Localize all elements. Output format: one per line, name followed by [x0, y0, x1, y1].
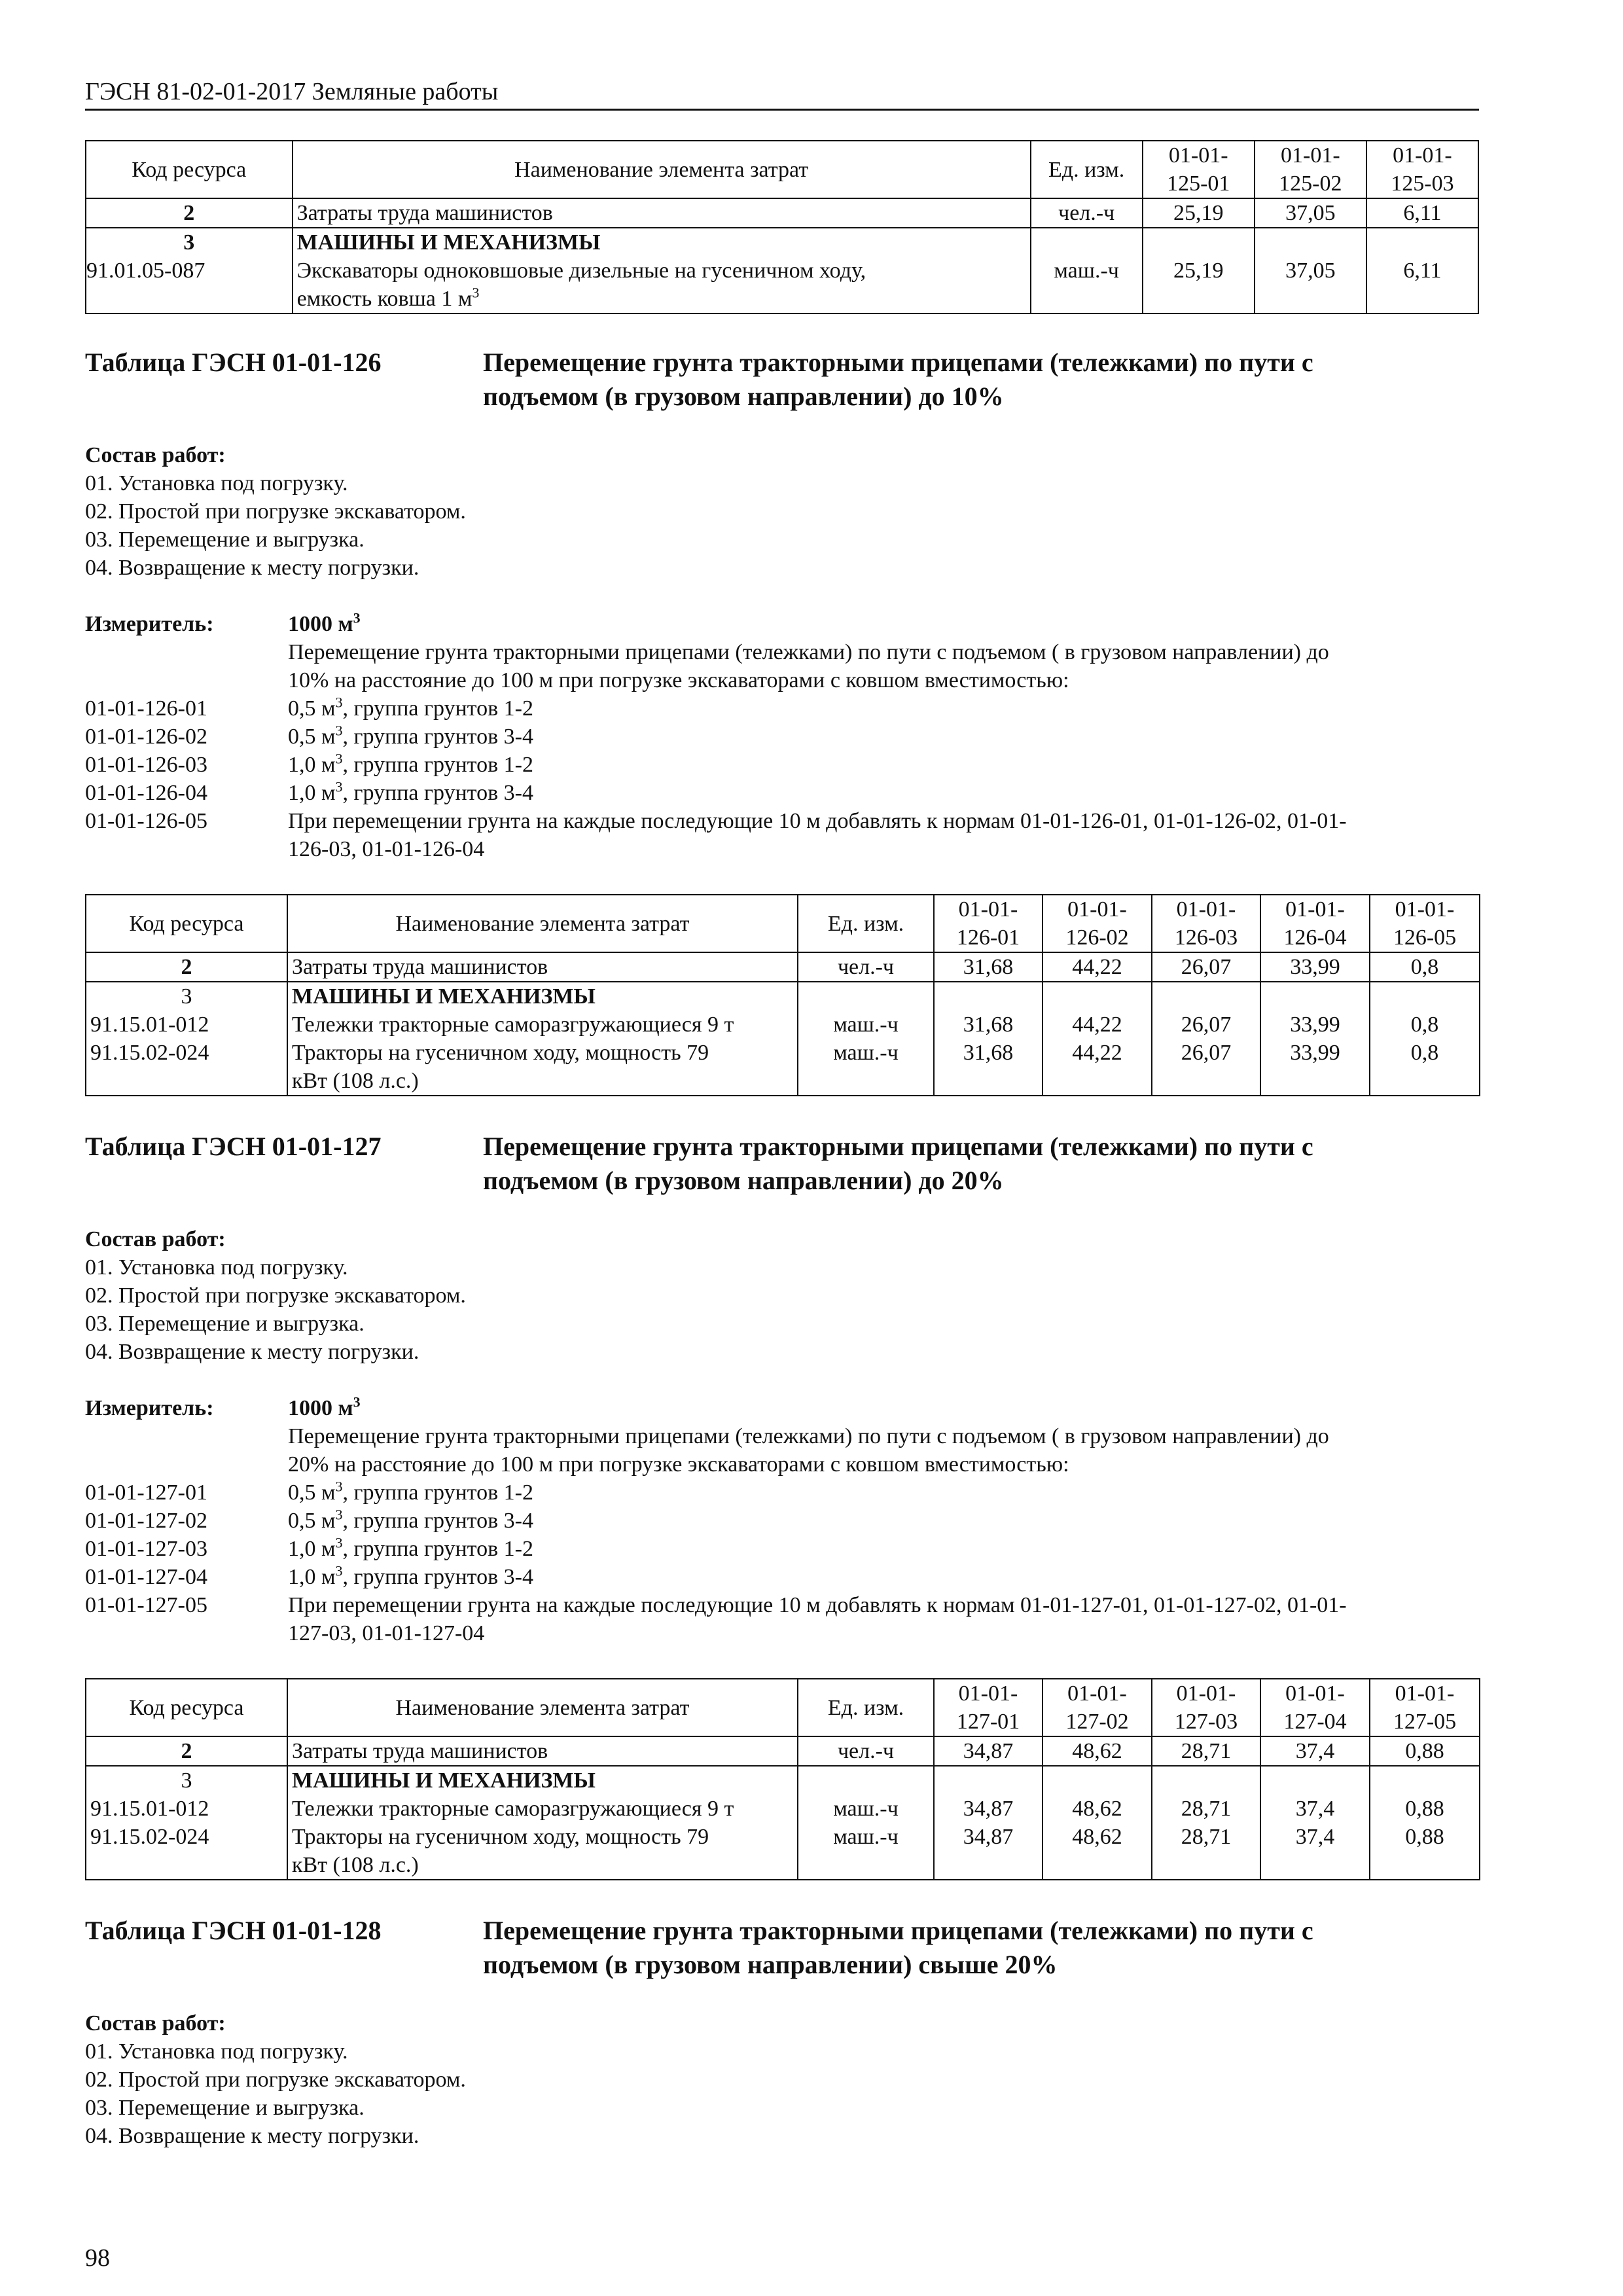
resource-value: 37,4 37,4 — [1260, 1766, 1370, 1880]
resource-code: 3 91.15.01-012 91.15.02-024 — [86, 982, 287, 1096]
table-127 — [85, 1678, 1480, 1880]
measure-description: Перемещение грунта тракторными прицепами (тележками) по пути с подъемом ( в грузовом направлении) до 20% на расстояние до 100 м при погрузке экскаваторами с ковшом вместимостью: — [288, 1424, 1329, 1477]
col-header-norm: 01-01- 127-04 — [1260, 1679, 1370, 1736]
measure-label: Измеритель: — [85, 1396, 214, 1420]
col-header-norm: 01-01- 125-01 — [1143, 141, 1255, 198]
resource-code: 2 — [86, 1736, 287, 1766]
works-title: Состав работ: — [85, 2011, 226, 2036]
col-header-norm: 01-01- 126-05 — [1370, 895, 1480, 952]
table-label: Таблица ГЭСН 01-01-127 — [85, 1132, 382, 1161]
resource-value: 25,19 — [1143, 228, 1255, 314]
list-item: 01-01-127-01 0,5 $м^3$, группа грунтов 1-2 — [85, 1478, 533, 1505]
list-item: 01-01-127-05 При перемещении грунта на каждые последующие 10 м добавлять к нормам 01-01-127-01, 01-01-127-02, 01-01- 127-03, 01-01-127-04 — [85, 1593, 1347, 1645]
col-header-name: Наименование элемента затрат — [293, 141, 1031, 198]
resource-value: 0,88 0,88 — [1370, 1766, 1480, 1880]
resource-value: 6,11 — [1366, 228, 1478, 314]
measure-block-127 — [85, 1394, 1486, 1647]
works-title: Состав работ: — [85, 1227, 226, 1251]
resource-unit: чел.-ч — [1031, 198, 1143, 228]
resource-name: МАШИНЫ И МЕХАНИЗМЫ Экскаваторы одноковшовые дизельные на гусеничном ходу, емкость ковша 1 $м^3$ — [293, 228, 1031, 314]
col-header-code: Код ресурса — [86, 1679, 287, 1736]
measure-description: Перемещение грунта тракторными прицепами (тележками) по пути с подъемом ( в грузовом направлении) до 10% на расстояние до 100 м при погрузке экскаваторами с ковшом вместимостью: — [288, 640, 1329, 692]
works-list-126 — [85, 441, 466, 582]
resource-name: Затраты труда машинистов — [293, 198, 1031, 228]
measure-unit: 1000 $м^3$ — [288, 609, 361, 636]
table-label: Таблица ГЭСН 01-01-126 — [85, 348, 382, 377]
list-item: 01-01-126-05 При перемещении грунта на каждые последующие 10 м добавлять к нормам 01-01-126-01, 01-01-126-02, 01-01- 126-03, 01-01-126-04 — [85, 809, 1347, 861]
resource-value: 28,71 — [1152, 1736, 1260, 1766]
works-title: Состав работ: — [85, 443, 226, 467]
resource-unit: маш.-ч маш.-ч — [798, 982, 934, 1096]
table-header-row — [86, 141, 1478, 198]
col-header-norm: 01-01- 126-01 — [934, 895, 1043, 952]
resource-unit: маш.-ч маш.-ч — [798, 1766, 934, 1880]
list-item: 02. Простой при погрузке экскаватором. — [85, 2068, 466, 2092]
resource-value: 33,99 33,99 — [1260, 982, 1370, 1096]
col-header-code: Код ресурса — [86, 895, 287, 952]
table-title: Перемещение грунта тракторными прицепами (тележками) по пути с подъемом (в грузовом направлении) свыше 20% — [483, 1916, 1313, 1979]
col-header-unit: Ед. изм. — [798, 1679, 934, 1736]
list-item: 03. Перемещение и выгрузка. — [85, 2096, 365, 2120]
list-item: 01-01-127-03 1,0 $м^3$, группа грунтов 1-2 — [85, 1534, 533, 1561]
header-rule — [85, 109, 1479, 111]
works-list-127 — [85, 1225, 466, 1366]
list-item: 01-01-127-02 0,5 $м^3$, группа грунтов 3-4 — [85, 1506, 533, 1533]
resource-value: 31,68 31,68 — [934, 982, 1043, 1096]
works-list-128 — [85, 2009, 466, 2150]
list-item: 04. Возвращение к месту погрузки. — [85, 1340, 419, 1364]
table-label: Таблица ГЭСН 01-01-128 — [85, 1916, 382, 1945]
resource-name: Затраты труда машинистов — [287, 1736, 798, 1766]
resource-value: 25,19 — [1143, 198, 1255, 228]
col-header-norm: 01-01- 125-03 — [1366, 141, 1478, 198]
resource-value: 28,71 28,71 — [1152, 1766, 1260, 1880]
resource-name: МАШИНЫ И МЕХАНИЗМЫ Тележки тракторные саморазгружающиеся 9 т Тракторы на гусеничном ходу, мощность 79 кВт (108 л.с.) — [287, 1766, 798, 1880]
resource-value: 44,22 44,22 — [1043, 982, 1152, 1096]
measure-block-126 — [85, 610, 1486, 863]
col-header-norm: 01-01- 126-03 — [1152, 895, 1260, 952]
resource-name: Затраты труда машинистов — [287, 952, 798, 982]
table-title: Перемещение грунта тракторными прицепами (тележками) по пути с подъемом (в грузовом направлении) до 10% — [483, 348, 1313, 411]
resource-value: 37,05 — [1255, 228, 1366, 314]
list-item: 01. Установка под погрузку. — [85, 2039, 348, 2064]
col-header-norm: 01-01- 127-05 — [1370, 1679, 1480, 1736]
table-row — [86, 1736, 1480, 1766]
table-row — [86, 982, 1480, 1096]
col-header-unit: Ед. изм. — [798, 895, 934, 952]
resource-code: 2 — [86, 198, 293, 228]
resource-code: 3 91.01.05-087 — [86, 228, 293, 314]
col-header-code: Код ресурса — [86, 141, 293, 198]
resource-value: 48,62 — [1043, 1736, 1152, 1766]
list-item: 01-01-126-02 0,5 $м^3$, группа грунтов 3-4 — [85, 722, 533, 749]
table-row — [86, 952, 1480, 982]
table-row — [86, 228, 1478, 314]
col-header-unit: Ед. изм. — [1031, 141, 1143, 198]
list-item: 04. Возвращение к месту погрузки. — [85, 556, 419, 580]
list-item: 01-01-126-04 1,0 $м^3$, группа грунтов 3-4 — [85, 778, 533, 805]
resource-value: 33,99 — [1260, 952, 1370, 982]
resource-value: 0,88 — [1370, 1736, 1480, 1766]
resource-value: 6,11 — [1366, 198, 1478, 228]
col-header-norm: 01-01- 125-02 — [1255, 141, 1366, 198]
col-header-name: Наименование элемента затрат — [287, 895, 798, 952]
table-title: Перемещение грунта тракторными прицепами (тележками) по пути с подъемом (в грузовом направлении) до 20% — [483, 1132, 1313, 1195]
table-125 — [85, 140, 1479, 314]
table-row — [86, 1766, 1480, 1880]
col-header-norm: 01-01- 126-02 — [1043, 895, 1152, 952]
table-row — [86, 198, 1478, 228]
resource-unit: чел.-ч — [798, 952, 934, 982]
measure-unit: 1000 $м^3$ — [288, 1393, 361, 1420]
resource-value: 0,8 0,8 — [1370, 982, 1480, 1096]
list-item: 01-01-126-01 0,5 $м^3$, группа грунтов 1-2 — [85, 694, 533, 721]
resource-value: 26,07 — [1152, 952, 1260, 982]
list-item: 01. Установка под погрузку. — [85, 1255, 348, 1280]
table-126 — [85, 894, 1480, 1096]
list-item: 04. Возвращение к месту погрузки. — [85, 2124, 419, 2148]
col-header-norm: 01-01- 127-02 — [1043, 1679, 1152, 1736]
list-item: 01. Установка под погрузку. — [85, 471, 348, 495]
col-header-norm: 01-01- 126-04 — [1260, 895, 1370, 952]
resource-name: МАШИНЫ И МЕХАНИЗМЫ Тележки тракторные саморазгружающиеся 9 т Тракторы на гусеничном ходу, мощность 79 кВт (108 л.с.) — [287, 982, 798, 1096]
list-item: 03. Перемещение и выгрузка. — [85, 528, 365, 552]
resource-value: 34,87 — [934, 1736, 1043, 1766]
resource-code: 3 91.15.01-012 91.15.02-024 — [86, 1766, 287, 1880]
list-item: 03. Перемещение и выгрузка. — [85, 1312, 365, 1336]
resource-unit: маш.-ч — [1031, 228, 1143, 314]
col-header-name: Наименование элемента затрат — [287, 1679, 798, 1736]
list-item: 02. Простой при погрузке экскаватором. — [85, 1283, 466, 1308]
list-item: 01-01-127-04 1,0 $м^3$, группа грунтов 3-4 — [85, 1562, 533, 1589]
page-number: 98 — [85, 2244, 110, 2272]
resource-code: 2 — [86, 952, 287, 982]
resource-value: 37,4 — [1260, 1736, 1370, 1766]
list-item: 01-01-126-03 1,0 $м^3$, группа грунтов 1-2 — [85, 750, 533, 777]
resource-value: 26,07 26,07 — [1152, 982, 1260, 1096]
resource-value: 0,8 — [1370, 952, 1480, 982]
resource-value: 31,68 — [934, 952, 1043, 982]
resource-value: 37,05 — [1255, 198, 1366, 228]
list-item: 02. Простой при погрузке экскаватором. — [85, 499, 466, 524]
resource-value: 34,87 34,87 — [934, 1766, 1043, 1880]
resource-value: 44,22 — [1043, 952, 1152, 982]
table-header-row — [86, 1679, 1480, 1736]
table-header-row — [86, 895, 1480, 952]
measure-label: Измеритель: — [85, 612, 214, 636]
col-header-norm: 01-01- 127-01 — [934, 1679, 1043, 1736]
col-header-norm: 01-01- 127-03 — [1152, 1679, 1260, 1736]
resource-value: 48,62 48,62 — [1043, 1766, 1152, 1880]
page-header: ГЭСН 81-02-01-2017 Земляные работы — [85, 78, 499, 105]
resource-unit: чел.-ч — [798, 1736, 934, 1766]
